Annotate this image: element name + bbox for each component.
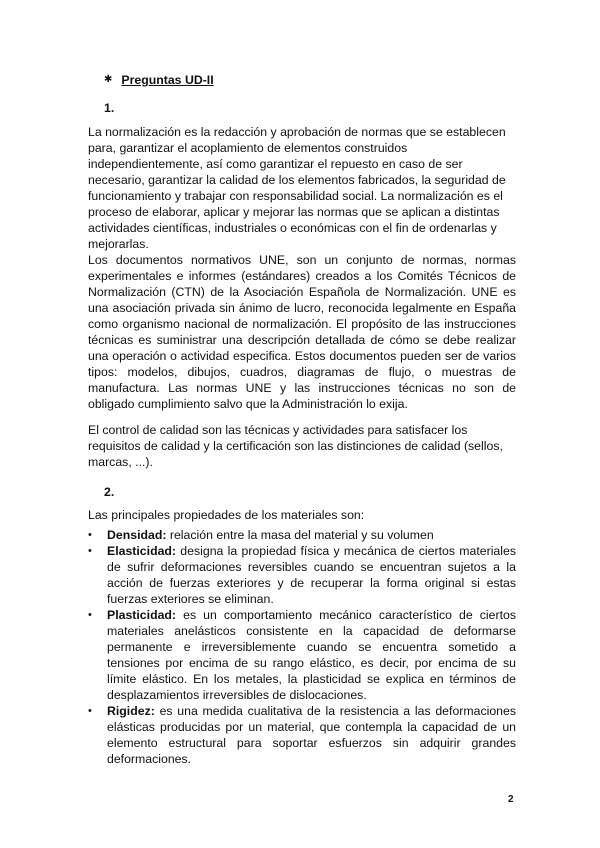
term-densidad: Densidad: (107, 528, 167, 542)
definition-plasticidad: es un comportamiento mecánico característico de ciertos materiales anelásticos consistente en la capacidad de deformarse permanente e irreversiblemente cuando se encuentra sometido a tensiones por encima de su rango elástico, es decir, por encima de su límite elástico. En los metales, la plasticidad se explica en términos de desplazamientos irreversibles de dislocaciones. (107, 608, 516, 702)
paragraph-control-calidad: El control de calidad son las técnicas y actividades para satisfacer los requisitos de calidad y la certificación son las distinciones de calidad (sellos, marcas, ...). (88, 423, 503, 469)
list-item-plasticidad (88, 607, 516, 703)
term-elasticidad: Elasticidad: (107, 544, 177, 558)
term-rigidez: Rigidez: (107, 704, 155, 718)
bullet-icon: • (88, 545, 92, 557)
bullet-icon: • (88, 609, 92, 621)
paragraph-normalizacion: La normalización es la redacción y aprobación de normas que se establecen para, garantizar el acoplamiento de elementos construidos independientemente, así como garantizar el repuesto en caso de ser necesario, garantizar la calidad de los elementos fabricados, la seguridad de funcionamiento y trabajar con responsabilidad social. La normalización es el proceso de elaborar, aplicar y mejorar las normas que se aplican a distintas actividades científicas, industriales o económicas con el fin de ordenarlas y mejorarlas. (88, 125, 506, 251)
question-number-1: 1. (104, 101, 115, 115)
page-number: 2 (508, 794, 514, 805)
definition-densidad: relación entre la masa del material y su volumen (166, 528, 434, 542)
heading-title: Preguntas UD-II (121, 73, 214, 87)
list-item-rigidez (88, 703, 516, 767)
bullet-icon: • (88, 705, 92, 717)
term-plasticidad: Plasticidad: (107, 608, 177, 622)
list-item-densidad (88, 527, 516, 543)
list-item-elasticidad (88, 543, 516, 607)
paragraph-une: Los documentos normativos UNE, son un conjunto de normas, normas experimentales e informes (estándares) creados a los Comités Técnicos de Normalización (CTN) de la Asociación Española de Normalización. UNE es una asociación privada sin ánimo de lucro, reconocida legalmente en España como organismo nacional de normalización. El propósito de las instrucciones técnicas es suministrar una descripción detallada de cómo se debe realizar una operación o actividad especifica. Estos documentos pueden ser de varios tipos: modelos, dibujos, cuadros, diagramas de flujo, o muestras de manufactura. Las normas UNE y las instrucciones técnicas no son de obligado cumplimiento salvo que la Administración lo exija. (88, 253, 516, 411)
definition-rigidez: es una medida cualitativa de la resistencia a las deformaciones elásticas producidas por un material, que contempla la capacidad de un elemento estructural para soportar esfuerzos sin adquirir grandes deformaciones. (107, 704, 516, 766)
question-number-2: 2. (104, 485, 115, 499)
definition-elasticidad: designa la propiedad física y mecánica de ciertos materiales de sufrir deformaciones reversibles cuando se encuentran sujetos a la acción de fuerzas exteriores y de recuperar la forma original si estas fuerzas exteriores se eliminan. (107, 544, 516, 606)
section-heading (104, 72, 214, 88)
paragraph-intro-propiedades: Las principales propiedades de los materiales son: (88, 508, 365, 522)
properties-list (88, 527, 516, 767)
asterisk-bullet-icon: ✱ (104, 74, 113, 85)
bullet-icon: • (88, 529, 92, 541)
